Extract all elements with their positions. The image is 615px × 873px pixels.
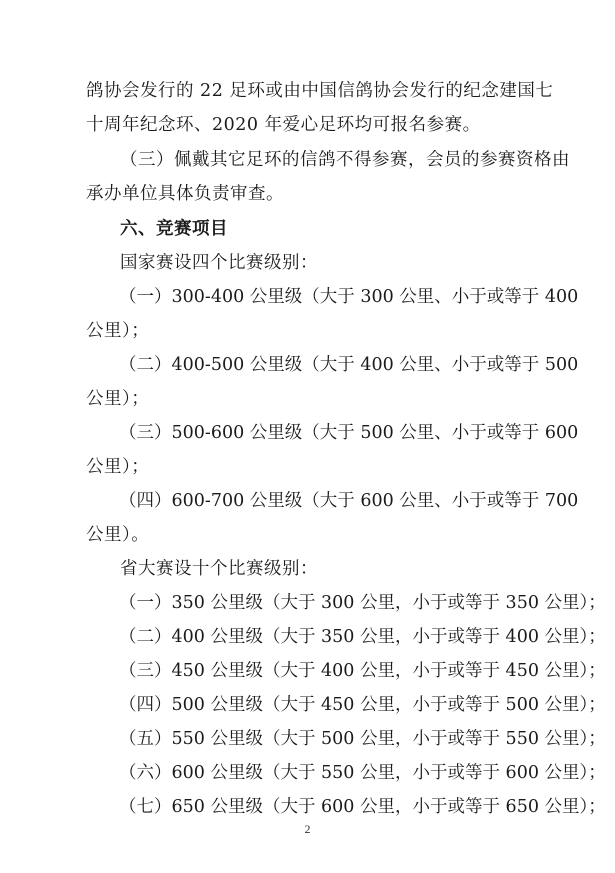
list-item: （六）600 公里级（大于 550 公里，小于或等于 600 公里）；: [119, 763, 606, 783]
list-item-continuation: 公里）；: [86, 457, 150, 477]
list-item: （七）650 公里级（大于 600 公里，小于或等于 650 公里）；: [119, 797, 606, 817]
section-heading: 六、竞赛项目: [120, 219, 228, 239]
list-item-continuation: 公里）；: [86, 321, 150, 341]
list-item: （三）500-600 公里级（大于 500 公里、小于或等于 600: [119, 423, 579, 443]
list-item-continuation: 公里）；: [86, 389, 150, 409]
paragraph-line: 十周年纪念环、2020 年爱心足环均可报名参赛。: [86, 115, 481, 135]
list-item: （二）400 公里级（大于 350 公里，小于或等于 400 公里）；: [119, 627, 606, 647]
list-item-continuation: 公里）。: [86, 525, 150, 545]
paragraph-line: （三）佩戴其它足环的信鸽不得参赛，会员的参赛资格由: [120, 150, 570, 170]
list-item: （一）300-400 公里级（大于 300 公里、小于或等于 400: [119, 287, 579, 307]
list-item: （二）400-500 公里级（大于 400 公里、小于或等于 500: [119, 355, 579, 375]
list-item: （五）550 公里级（大于 500 公里，小于或等于 550 公里）；: [119, 729, 606, 749]
paragraph-line: 国家赛设四个比赛级别：: [120, 253, 318, 273]
list-item: （四）600-700 公里级（大于 600 公里、小于或等于 700: [119, 491, 579, 511]
list-item: （一）350 公里级（大于 300 公里，小于或等于 350 公里）；: [119, 593, 606, 613]
paragraph-line: 鸽协会发行的 22 足环或由中国信鸽协会发行的纪念建国七: [86, 81, 554, 101]
page-number: 2: [304, 822, 311, 836]
paragraph-line: 承办单位具体负责审查。: [86, 184, 284, 204]
list-item: （四）500 公里级（大于 450 公里，小于或等于 500 公里）；: [119, 695, 606, 715]
list-item: （三）450 公里级（大于 400 公里，小于或等于 450 公里）；: [119, 661, 606, 681]
paragraph-line: 省大赛设十个比赛级别：: [120, 559, 318, 579]
